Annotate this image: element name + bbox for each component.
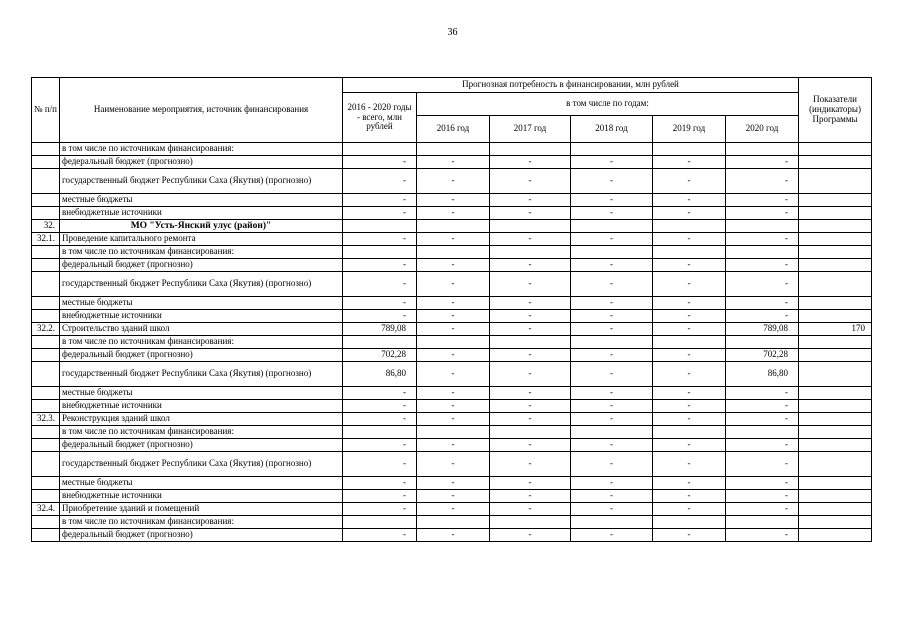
- row-year-2017-cell: -: [490, 194, 571, 207]
- row-year-2020-cell: -: [726, 452, 799, 477]
- row-total-cell: -: [343, 272, 417, 297]
- row-year-2018-cell: -: [571, 439, 653, 452]
- row-year-2016-cell: -: [417, 259, 490, 272]
- row-total-cell: [343, 426, 417, 439]
- row-year-2016-cell: -: [417, 362, 490, 387]
- row-total-cell: -: [343, 297, 417, 310]
- row-total-cell: -: [343, 169, 417, 194]
- row-year-2020-cell: -: [726, 194, 799, 207]
- row-number-cell: 32.3.: [32, 413, 60, 426]
- row-number-cell: [32, 362, 60, 387]
- table-row: [32, 220, 872, 233]
- row-year-2016-cell: -: [417, 387, 490, 400]
- row-name-cell: государственный бюджет Республики Саха (Якутия) (прогнозно): [60, 362, 343, 387]
- row-year-2018-cell: -: [571, 169, 653, 194]
- row-name-cell: МО "Усть-Янский улус (район)": [60, 220, 343, 233]
- row-year-2017-cell: [490, 336, 571, 349]
- row-year-2016-cell: [417, 426, 490, 439]
- row-year-2019-cell: -: [653, 323, 726, 336]
- row-year-2016-cell: -: [417, 452, 490, 477]
- row-year-2020-cell: -: [726, 156, 799, 169]
- row-number-cell: [32, 387, 60, 400]
- row-year-2017-cell: -: [490, 503, 571, 516]
- row-year-2019-cell: -: [653, 194, 726, 207]
- row-indicator-cell: [799, 297, 872, 310]
- row-year-2017-cell: -: [490, 349, 571, 362]
- row-number-cell: [32, 272, 60, 297]
- row-year-2018-cell: -: [571, 503, 653, 516]
- row-year-2020-cell: -: [726, 169, 799, 194]
- row-indicator-cell: [799, 362, 872, 387]
- row-year-2018-cell: [571, 426, 653, 439]
- row-number-cell: 32.: [32, 220, 60, 233]
- row-name-cell: в том числе по источникам финансирования:: [60, 143, 343, 156]
- row-name-cell: федеральный бюджет (прогнозно): [60, 439, 343, 452]
- row-year-2018-cell: -: [571, 233, 653, 246]
- header-col-total: 2016 - 2020 годы - всего, млн рублей: [343, 93, 417, 143]
- row-number-cell: [32, 336, 60, 349]
- header-by-years: в том числе по годам:: [417, 93, 799, 116]
- row-year-2020-cell: 702,28: [726, 349, 799, 362]
- table-row: [32, 439, 872, 452]
- row-total-cell: -: [343, 194, 417, 207]
- row-year-2018-cell: -: [571, 387, 653, 400]
- row-year-2018-cell: [571, 143, 653, 156]
- row-name-cell: Реконструкция зданий школ: [60, 413, 343, 426]
- row-number-cell: [32, 477, 60, 490]
- row-year-2017-cell: -: [490, 439, 571, 452]
- row-year-2016-cell: -: [417, 169, 490, 194]
- row-year-2017-cell: -: [490, 259, 571, 272]
- row-year-2019-cell: -: [653, 169, 726, 194]
- row-name-cell: местные бюджеты: [60, 387, 343, 400]
- header-funding-group: Прогнозная потребность в финансировании, млн рублей: [343, 78, 799, 93]
- row-name-cell: внебюджетные источники: [60, 490, 343, 503]
- row-year-2019-cell: -: [653, 156, 726, 169]
- table-row: [32, 272, 872, 297]
- table-row: [32, 516, 872, 529]
- header-year-2016: 2016 год: [417, 116, 490, 143]
- row-total-cell: -: [343, 503, 417, 516]
- page-number: 36: [447, 27, 458, 38]
- row-year-2016-cell: -: [417, 439, 490, 452]
- row-year-2018-cell: -: [571, 194, 653, 207]
- row-year-2016-cell: -: [417, 207, 490, 220]
- row-year-2017-cell: -: [490, 272, 571, 297]
- row-number-cell: [32, 259, 60, 272]
- table-row: [32, 387, 872, 400]
- row-year-2017-cell: -: [490, 207, 571, 220]
- row-year-2016-cell: -: [417, 297, 490, 310]
- table-row: [32, 310, 872, 323]
- table-row: [32, 400, 872, 413]
- row-number-cell: [32, 452, 60, 477]
- row-name-cell: Приобретение зданий и помещений: [60, 503, 343, 516]
- row-year-2019-cell: -: [653, 400, 726, 413]
- row-year-2016-cell: -: [417, 310, 490, 323]
- row-year-2016-cell: [417, 143, 490, 156]
- row-year-2017-cell: -: [490, 413, 571, 426]
- row-year-2019-cell: -: [653, 310, 726, 323]
- row-number-cell: [32, 246, 60, 259]
- table-row: [32, 143, 872, 156]
- row-indicator-cell: 170: [799, 323, 872, 336]
- row-name-cell: внебюджетные источники: [60, 310, 343, 323]
- row-year-2020-cell: -: [726, 297, 799, 310]
- row-year-2017-cell: [490, 246, 571, 259]
- table-row: [32, 259, 872, 272]
- row-year-2019-cell: -: [653, 452, 726, 477]
- row-year-2019-cell: -: [653, 233, 726, 246]
- row-indicator-cell: [799, 220, 872, 233]
- row-year-2016-cell: [417, 336, 490, 349]
- row-year-2017-cell: -: [490, 169, 571, 194]
- row-name-cell: местные бюджеты: [60, 297, 343, 310]
- row-year-2017-cell: [490, 143, 571, 156]
- row-total-cell: -: [343, 477, 417, 490]
- table-row: [32, 426, 872, 439]
- row-indicator-cell: [799, 413, 872, 426]
- row-year-2020-cell: -: [726, 490, 799, 503]
- row-year-2020-cell: -: [726, 387, 799, 400]
- row-year-2017-cell: -: [490, 400, 571, 413]
- row-year-2017-cell: -: [490, 490, 571, 503]
- table-row: [32, 246, 872, 259]
- row-year-2019-cell: -: [653, 387, 726, 400]
- row-year-2019-cell: -: [653, 413, 726, 426]
- row-name-cell: внебюджетные источники: [60, 400, 343, 413]
- row-year-2018-cell: -: [571, 490, 653, 503]
- row-number-cell: [32, 310, 60, 323]
- table-row: [32, 194, 872, 207]
- row-indicator-cell: [799, 426, 872, 439]
- row-name-cell: государственный бюджет Республики Саха (Якутия) (прогнозно): [60, 272, 343, 297]
- row-indicator-cell: [799, 387, 872, 400]
- row-indicator-cell: [799, 143, 872, 156]
- table-body: [32, 143, 872, 542]
- row-year-2019-cell: -: [653, 207, 726, 220]
- row-indicator-cell: [799, 233, 872, 246]
- row-number-cell: [32, 156, 60, 169]
- row-year-2016-cell: [417, 246, 490, 259]
- row-total-cell: [343, 336, 417, 349]
- row-year-2020-cell: -: [726, 529, 799, 542]
- row-year-2020-cell: -: [726, 503, 799, 516]
- row-name-cell: местные бюджеты: [60, 477, 343, 490]
- row-number-cell: 32.2.: [32, 323, 60, 336]
- row-year-2016-cell: -: [417, 503, 490, 516]
- row-year-2019-cell: -: [653, 362, 726, 387]
- row-year-2017-cell: -: [490, 477, 571, 490]
- row-number-cell: [32, 400, 60, 413]
- row-indicator-cell: [799, 336, 872, 349]
- row-year-2017-cell: [490, 220, 571, 233]
- row-year-2019-cell: -: [653, 439, 726, 452]
- row-year-2017-cell: -: [490, 297, 571, 310]
- row-indicator-cell: [799, 349, 872, 362]
- row-total-cell: -: [343, 233, 417, 246]
- row-year-2018-cell: -: [571, 362, 653, 387]
- row-year-2020-cell: [726, 246, 799, 259]
- table-row: [32, 529, 872, 542]
- row-year-2020-cell: [726, 143, 799, 156]
- row-total-cell: 789,08: [343, 323, 417, 336]
- row-indicator-cell: [799, 194, 872, 207]
- row-name-cell: в том числе по источникам финансирования:: [60, 426, 343, 439]
- row-total-cell: -: [343, 452, 417, 477]
- row-year-2017-cell: -: [490, 323, 571, 336]
- row-name-cell: в том числе по источникам финансирования:: [60, 516, 343, 529]
- row-indicator-cell: [799, 246, 872, 259]
- header-year-2019: 2019 год: [653, 116, 726, 143]
- row-year-2017-cell: -: [490, 387, 571, 400]
- row-year-2018-cell: -: [571, 310, 653, 323]
- row-indicator-cell: [799, 272, 872, 297]
- row-year-2018-cell: -: [571, 413, 653, 426]
- row-year-2019-cell: [653, 143, 726, 156]
- table-row: [32, 503, 872, 516]
- row-year-2019-cell: [653, 220, 726, 233]
- row-name-cell: федеральный бюджет (прогнозно): [60, 156, 343, 169]
- row-year-2018-cell: [571, 220, 653, 233]
- row-total-cell: 86,80: [343, 362, 417, 387]
- row-indicator-cell: [799, 439, 872, 452]
- row-year-2018-cell: -: [571, 452, 653, 477]
- row-year-2020-cell: [726, 516, 799, 529]
- row-year-2019-cell: -: [653, 297, 726, 310]
- row-year-2018-cell: -: [571, 297, 653, 310]
- row-year-2018-cell: [571, 336, 653, 349]
- table-row: [32, 413, 872, 426]
- row-indicator-cell: [799, 259, 872, 272]
- table-row: [32, 156, 872, 169]
- row-year-2020-cell: -: [726, 207, 799, 220]
- table-row: [32, 336, 872, 349]
- row-total-cell: [343, 246, 417, 259]
- row-indicator-cell: [799, 516, 872, 529]
- row-year-2016-cell: [417, 220, 490, 233]
- row-total-cell: [343, 220, 417, 233]
- header-col-no: № п/п: [32, 78, 60, 143]
- row-year-2019-cell: -: [653, 272, 726, 297]
- row-year-2020-cell: -: [726, 477, 799, 490]
- row-year-2017-cell: -: [490, 156, 571, 169]
- row-year-2016-cell: [417, 516, 490, 529]
- row-number-cell: 32.1.: [32, 233, 60, 246]
- header-year-2017: 2017 год: [490, 116, 571, 143]
- row-year-2017-cell: [490, 426, 571, 439]
- row-year-2018-cell: -: [571, 400, 653, 413]
- table-row: [32, 362, 872, 387]
- row-year-2019-cell: [653, 426, 726, 439]
- row-year-2019-cell: -: [653, 503, 726, 516]
- row-year-2020-cell: -: [726, 413, 799, 426]
- row-total-cell: [343, 516, 417, 529]
- row-year-2019-cell: [653, 246, 726, 259]
- row-total-cell: -: [343, 207, 417, 220]
- row-year-2017-cell: -: [490, 452, 571, 477]
- row-year-2020-cell: -: [726, 400, 799, 413]
- row-name-cell: в том числе по источникам финансирования:: [60, 246, 343, 259]
- row-indicator-cell: [799, 400, 872, 413]
- table-row: [32, 297, 872, 310]
- row-year-2020-cell: [726, 336, 799, 349]
- header-year-2018: 2018 год: [571, 116, 653, 143]
- row-name-cell: государственный бюджет Республики Саха (Якутия) (прогнозно): [60, 452, 343, 477]
- row-number-cell: [32, 516, 60, 529]
- row-indicator-cell: [799, 156, 872, 169]
- row-year-2019-cell: -: [653, 529, 726, 542]
- row-year-2020-cell: [726, 426, 799, 439]
- row-name-cell: внебюджетные источники: [60, 207, 343, 220]
- row-year-2017-cell: [490, 516, 571, 529]
- financing-table: [31, 77, 872, 542]
- row-number-cell: [32, 169, 60, 194]
- row-year-2018-cell: [571, 516, 653, 529]
- row-name-cell: федеральный бюджет (прогнозно): [60, 259, 343, 272]
- row-year-2018-cell: -: [571, 259, 653, 272]
- row-year-2020-cell: -: [726, 272, 799, 297]
- row-year-2019-cell: -: [653, 490, 726, 503]
- row-name-cell: федеральный бюджет (прогнозно): [60, 349, 343, 362]
- row-total-cell: -: [343, 413, 417, 426]
- row-indicator-cell: [799, 529, 872, 542]
- row-number-cell: [32, 490, 60, 503]
- table-row: [32, 323, 872, 336]
- row-total-cell: -: [343, 310, 417, 323]
- row-year-2016-cell: -: [417, 194, 490, 207]
- row-number-cell: [32, 297, 60, 310]
- row-year-2016-cell: -: [417, 477, 490, 490]
- row-number-cell: [32, 143, 60, 156]
- row-year-2020-cell: -: [726, 259, 799, 272]
- row-year-2016-cell: -: [417, 233, 490, 246]
- row-year-2018-cell: -: [571, 529, 653, 542]
- row-total-cell: -: [343, 400, 417, 413]
- row-indicator-cell: [799, 477, 872, 490]
- row-number-cell: [32, 529, 60, 542]
- row-total-cell: [343, 143, 417, 156]
- row-year-2017-cell: -: [490, 310, 571, 323]
- row-year-2019-cell: [653, 516, 726, 529]
- row-number-cell: [32, 207, 60, 220]
- header-col-indicators: Показатели (индикаторы) Программы: [799, 78, 872, 143]
- row-total-cell: -: [343, 387, 417, 400]
- row-indicator-cell: [799, 490, 872, 503]
- table-row: [32, 490, 872, 503]
- row-year-2020-cell: 789,08: [726, 323, 799, 336]
- table-header: [32, 78, 872, 143]
- row-year-2020-cell: 86,80: [726, 362, 799, 387]
- row-total-cell: -: [343, 490, 417, 503]
- row-year-2016-cell: -: [417, 349, 490, 362]
- row-name-cell: Проведение капитального ремонта: [60, 233, 343, 246]
- row-indicator-cell: [799, 207, 872, 220]
- row-year-2016-cell: -: [417, 272, 490, 297]
- row-year-2019-cell: -: [653, 349, 726, 362]
- row-indicator-cell: [799, 310, 872, 323]
- row-year-2018-cell: -: [571, 323, 653, 336]
- row-year-2016-cell: -: [417, 323, 490, 336]
- row-year-2018-cell: -: [571, 349, 653, 362]
- table-row: [32, 207, 872, 220]
- row-name-cell: федеральный бюджет (прогнозно): [60, 529, 343, 542]
- table-row: [32, 477, 872, 490]
- row-name-cell: Строительство зданий школ: [60, 323, 343, 336]
- row-year-2018-cell: -: [571, 272, 653, 297]
- row-year-2016-cell: -: [417, 529, 490, 542]
- table-row: [32, 349, 872, 362]
- row-year-2018-cell: [571, 246, 653, 259]
- row-year-2019-cell: -: [653, 259, 726, 272]
- row-total-cell: -: [343, 529, 417, 542]
- row-year-2019-cell: -: [653, 477, 726, 490]
- row-total-cell: -: [343, 259, 417, 272]
- header-year-2020: 2020 год: [726, 116, 799, 143]
- row-name-cell: в том числе по источникам финансирования:: [60, 336, 343, 349]
- row-name-cell: местные бюджеты: [60, 194, 343, 207]
- row-total-cell: -: [343, 156, 417, 169]
- row-year-2018-cell: -: [571, 207, 653, 220]
- row-number-cell: [32, 426, 60, 439]
- row-year-2016-cell: -: [417, 156, 490, 169]
- row-year-2020-cell: -: [726, 310, 799, 323]
- row-number-cell: [32, 349, 60, 362]
- row-year-2018-cell: -: [571, 477, 653, 490]
- table-row: [32, 169, 872, 194]
- row-total-cell: 702,28: [343, 349, 417, 362]
- row-year-2018-cell: -: [571, 156, 653, 169]
- table-row: [32, 233, 872, 246]
- row-indicator-cell: [799, 503, 872, 516]
- row-number-cell: 32.4.: [32, 503, 60, 516]
- row-year-2017-cell: -: [490, 529, 571, 542]
- row-number-cell: [32, 439, 60, 452]
- row-indicator-cell: [799, 169, 872, 194]
- row-year-2016-cell: -: [417, 413, 490, 426]
- row-year-2016-cell: -: [417, 490, 490, 503]
- row-year-2017-cell: -: [490, 233, 571, 246]
- table-row: [32, 452, 872, 477]
- row-year-2019-cell: [653, 336, 726, 349]
- row-year-2016-cell: -: [417, 400, 490, 413]
- row-year-2020-cell: [726, 220, 799, 233]
- row-year-2020-cell: -: [726, 439, 799, 452]
- row-year-2017-cell: -: [490, 362, 571, 387]
- row-name-cell: государственный бюджет Республики Саха (Якутия) (прогнозно): [60, 169, 343, 194]
- header-col-name: Наименование мероприятия, источник финансирования: [60, 78, 343, 143]
- row-year-2020-cell: -: [726, 233, 799, 246]
- row-total-cell: -: [343, 439, 417, 452]
- row-number-cell: [32, 194, 60, 207]
- row-indicator-cell: [799, 452, 872, 477]
